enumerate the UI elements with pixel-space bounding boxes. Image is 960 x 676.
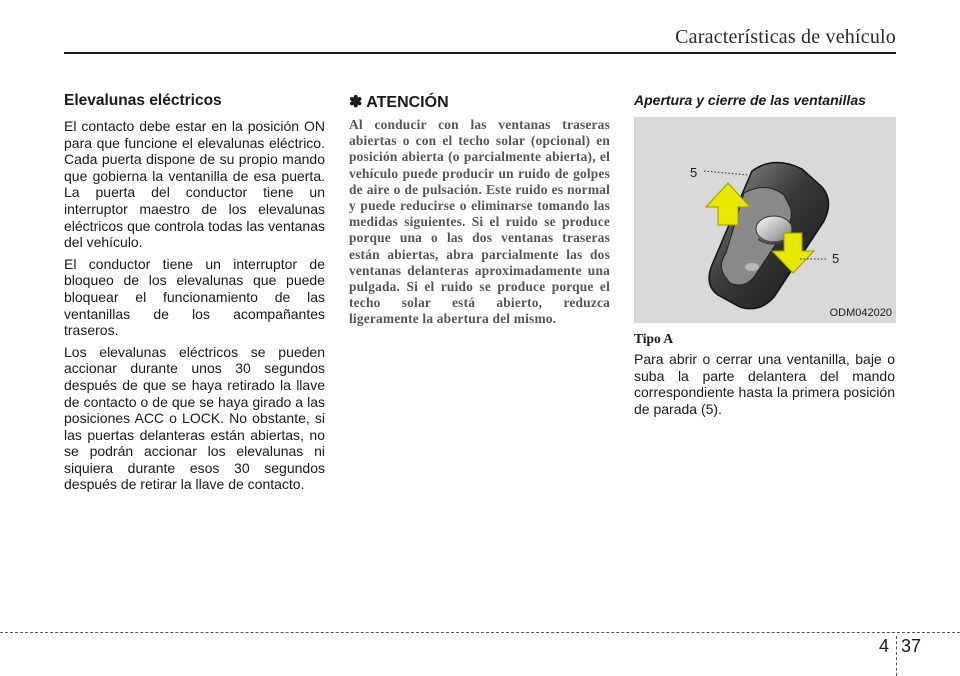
footer-divider bbox=[0, 632, 960, 633]
page-number-separator bbox=[896, 636, 897, 676]
attention-title: ✽ ATENCIÓN bbox=[349, 94, 449, 111]
power-windows-heading: Elevalunas eléctricos bbox=[64, 92, 222, 109]
window-switch-illustration bbox=[634, 117, 896, 323]
power-windows-paragraph-3: Los elevalunas eléctricos se pueden accionar durante unos 30 segundos después de que se haya retirado la llave de contacto o de que se haya girado a las posiciones ACC o LOCK. No obstante, si las puertas delanteras están abiertas, no se podrán accionar los elevalunas ni siquiera durante esos 30 segundos después de retirar la llave de contacto. bbox=[64, 343, 325, 493]
window-operation-subheading: Apertura y cierre de las ventanillas bbox=[634, 92, 866, 108]
chapter-number: 4 bbox=[879, 636, 890, 656]
window-operation-paragraph: Para abrir o cerrar una ventanilla, baje o suba la parte delantera del mando correspondiente hasta la primera posición de parada (5). bbox=[634, 351, 895, 417]
figure-label-bottom: 5 bbox=[832, 251, 840, 266]
type-label: Tipo A bbox=[634, 331, 674, 346]
column-window-operation bbox=[634, 92, 895, 422]
section-header-title: Características de vehículo bbox=[675, 26, 896, 48]
attention-text: Al conducir con las ventanas traseras abiertas o con el techo solar (opcional) en posición abierta (o parcialmente abierta), el vehículo puede producir un ruido de golpes de aire o de pulsación. Este ruido es normal y puede reducirse o eliminarse tomando las medidas siguientes. Si el ruido se produce porque una o las dos ventanas traseras están abiertas, abra parcialmente las dos ventanas delanteras aproximadamente una pulgada. Si el ruido se produce porque el techo solar está abierto, reduzca ligeramente la abertura del mismo. bbox=[349, 117, 610, 327]
leader-line-top bbox=[704, 171, 748, 175]
figure-label-top: 5 bbox=[690, 165, 698, 180]
header-divider bbox=[64, 52, 896, 54]
figure-code: ODM042020 bbox=[829, 307, 892, 319]
power-windows-paragraph-2: El conductor tiene un interruptor de bloqueo de los elevalunas que puede bloquear el funcionamiento de las ventanillas de los acompañantes traseros. bbox=[64, 255, 325, 339]
column-power-windows bbox=[64, 92, 325, 498]
page-number: 37 bbox=[901, 636, 922, 656]
column-attention bbox=[349, 92, 610, 328]
window-switch-figure bbox=[634, 117, 896, 323]
power-windows-paragraph-1: El contacto debe estar en la posición ON para que funcione el elevalunas eléctrico. Cada puerta dispone de su propio mando que gobierna la ventanilla de esa puerta. La puerta del conductor tiene un interruptor maestro de los elevalunas eléctricos que controla todas las ventanas del vehículo. bbox=[64, 118, 325, 251]
